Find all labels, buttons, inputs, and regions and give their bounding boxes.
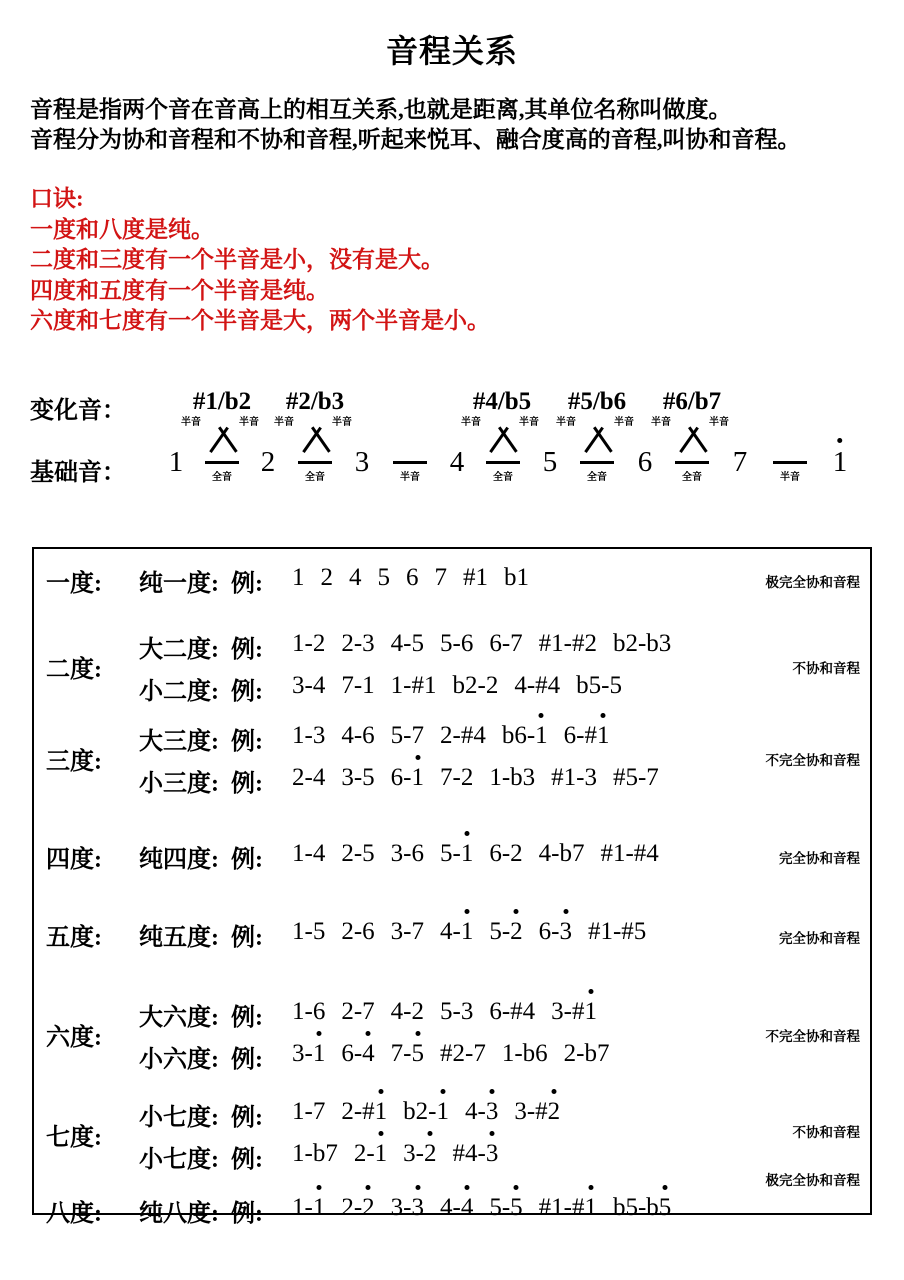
- interval-example: 3-3: [391, 1194, 424, 1222]
- consonance-label: 不协和音程: [792, 1125, 860, 1140]
- degree-label: 一度:: [46, 571, 102, 597]
- scale-diagram: [0, 376, 904, 506]
- interval-example: 6-#4: [489, 998, 536, 1025]
- interval-example: 4-b7: [538, 840, 585, 867]
- degree-label: 三度:: [46, 749, 102, 775]
- accidental-note: #4/b5: [472, 388, 532, 415]
- interval-example: 4-5: [390, 630, 424, 657]
- step-dash: [393, 461, 427, 464]
- degree-label: 五度:: [46, 925, 102, 951]
- high-octave-note: 1: [597, 722, 610, 750]
- octave-dot-icon: [415, 1185, 420, 1190]
- scale-note: [833, 448, 848, 477]
- example-prefix: 例:: [231, 1005, 263, 1031]
- interval-example: 4: [349, 564, 362, 591]
- interval-quality-label: [139, 839, 263, 874]
- interval-quality-label: [139, 997, 263, 1032]
- mnemonic-line: 二度和三度有一个半音是小，没有是大。: [30, 247, 444, 272]
- vee-stroke-right: [688, 427, 707, 453]
- interval-example: 1-1: [292, 1194, 325, 1222]
- quality-text: 纯八度:: [139, 1201, 219, 1227]
- interval-example-list: [292, 918, 662, 946]
- high-octave-note: 4: [362, 1040, 375, 1068]
- example-prefix: 例:: [231, 1105, 263, 1131]
- high-octave-note: 2: [548, 1098, 561, 1126]
- intro-line: 音程分为协和音程和不协和音程,听起来悦耳、融合度高的音程,叫协和音程。: [30, 127, 801, 152]
- octave-dot-icon: [551, 1089, 556, 1094]
- interval-example: 1-b7: [292, 1140, 338, 1167]
- accidental-row-label: 变化音：: [30, 398, 126, 424]
- degree-label: 六度:: [46, 1025, 102, 1051]
- interval-example: b5-b5: [613, 1194, 671, 1222]
- interval-example-list: [292, 998, 613, 1026]
- high-octave-note: 3: [486, 1140, 499, 1168]
- interval-example: 2-2: [341, 1194, 374, 1222]
- high-octave-note: 5: [510, 1194, 523, 1222]
- accidental-note: #6/b7: [662, 388, 722, 415]
- scale-note: [355, 448, 370, 477]
- octave-dot-icon: [465, 909, 470, 914]
- interval-example: 2-6: [341, 918, 375, 945]
- interval-example: b2-2: [452, 672, 499, 699]
- interval-example: #1-#1: [539, 1194, 597, 1222]
- interval-example: 2-#4: [439, 722, 486, 749]
- semitone-tag: 半音: [556, 417, 576, 428]
- interval-example: 5-6: [439, 630, 474, 657]
- degree-label: 二度:: [46, 657, 102, 683]
- interval-example-list: [292, 722, 625, 750]
- semitone-tag: 半音: [651, 417, 671, 428]
- interval-example: b2-1: [403, 1098, 449, 1126]
- mnemonic-line: 六度和七度有一个半音是大，两个半音是小。: [30, 308, 490, 333]
- high-octave-note: 1: [535, 722, 548, 750]
- step-label: 全音: [212, 472, 232, 483]
- interval-example: 2-1: [354, 1140, 387, 1168]
- vee-stroke-right: [218, 427, 237, 453]
- interval-example: #1-#5: [587, 918, 647, 945]
- interval-example-list: [292, 672, 638, 700]
- interval-example: 7-2: [439, 764, 474, 791]
- octave-dot-icon: [539, 713, 544, 718]
- interval-example: b6-1: [502, 722, 548, 750]
- example-prefix: 例:: [231, 925, 263, 951]
- interval-example-list: [292, 840, 675, 868]
- interval-quality-label: [139, 1139, 263, 1174]
- scale-note: [638, 448, 653, 477]
- high-octave-note: 2: [362, 1194, 375, 1222]
- octave-dot-icon: [514, 909, 519, 914]
- scale-note-value: 1: [168, 446, 184, 478]
- quality-text: 纯五度:: [139, 925, 219, 951]
- interval-example: 1-5: [292, 918, 326, 945]
- interval-example: b2-b3: [612, 630, 672, 657]
- consonance-label: 极完全协和音程: [765, 575, 860, 590]
- interval-quality-label: [139, 721, 263, 756]
- interval-example: 3-2: [403, 1140, 436, 1168]
- step-dash: [298, 461, 332, 464]
- interval-quality-label: [139, 563, 263, 598]
- octave-dot-icon: [601, 713, 606, 718]
- interval-example: 7: [434, 564, 447, 591]
- accidental-note: #5/b6: [567, 388, 627, 415]
- interval-example: 3-7: [390, 918, 424, 945]
- octave-dot-icon: [415, 755, 420, 760]
- example-prefix: 例:: [231, 1147, 263, 1173]
- octave-dot-icon: [465, 831, 470, 836]
- interval-example: 4-1: [440, 918, 473, 946]
- step-dash: [773, 461, 807, 464]
- interval-example: 2-#1: [341, 1098, 387, 1126]
- consonance-label: 不完全协和音程: [765, 1029, 860, 1044]
- octave-dot-icon: [378, 1131, 383, 1136]
- interval-example: b1: [504, 564, 529, 591]
- interval-example: 1-4: [292, 840, 326, 867]
- interval-quality-label: [139, 629, 263, 664]
- octave-dot-icon: [588, 1185, 593, 1190]
- interval-example-list: [292, 1098, 576, 1126]
- interval-example: 6: [406, 564, 419, 591]
- octave-dot-icon: [440, 1089, 445, 1094]
- interval-example: 6-7: [489, 630, 523, 657]
- example-prefix: 例:: [231, 1047, 263, 1073]
- quality-text: 纯一度:: [139, 571, 219, 597]
- vee-stroke-right: [498, 427, 517, 453]
- interval-example: 4-6: [341, 722, 375, 749]
- interval-example: #1: [463, 564, 488, 591]
- quality-text: 大六度:: [139, 1005, 219, 1031]
- interval-example: 3-#1: [551, 998, 597, 1026]
- scale-note-value: 4: [449, 446, 465, 478]
- interval-example: #2-7: [439, 1040, 486, 1067]
- high-octave-note: 2: [424, 1140, 437, 1168]
- interval-example: 1-2: [292, 630, 326, 657]
- octave-dot-icon: [838, 438, 843, 443]
- high-octave-note: 2: [510, 918, 523, 946]
- high-octave-note: 1: [375, 1140, 388, 1168]
- octave-dot-icon: [663, 1185, 668, 1190]
- step-label: 半音: [780, 472, 800, 483]
- mnemonic-heading: 口诀:: [30, 186, 84, 211]
- interval-example: #5-7: [612, 764, 659, 791]
- interval-example-list: [292, 564, 545, 592]
- consonance-label: 完全协和音程: [779, 851, 860, 866]
- octave-dot-icon: [317, 1031, 322, 1036]
- interval-example: 1-b6: [501, 1040, 548, 1067]
- interval-example: 5-3: [439, 998, 474, 1025]
- semitone-tag: 半音: [461, 417, 481, 428]
- interval-example: 2-5: [341, 840, 375, 867]
- quality-text: 小二度:: [139, 679, 219, 705]
- scale-note-value: 7: [732, 446, 748, 478]
- interval-example: 2-b7: [563, 1040, 610, 1067]
- octave-dot-icon: [366, 1185, 371, 1190]
- interval-example: 7-1: [341, 672, 375, 699]
- high-octave-note: 1: [584, 998, 597, 1026]
- example-prefix: 例:: [231, 637, 263, 663]
- high-octave-note: 1: [375, 1098, 388, 1126]
- quality-text: 纯四度:: [139, 847, 219, 873]
- interval-example: 6-3: [539, 918, 572, 946]
- octave-dot-icon: [490, 1089, 495, 1094]
- interval-quality-label: [139, 1039, 263, 1074]
- step-dash: [580, 461, 614, 464]
- interval-example-list: [292, 1140, 514, 1168]
- interval-example: 3-4: [292, 672, 326, 699]
- step-label: 全音: [682, 472, 702, 483]
- interval-example: 3-6: [390, 840, 424, 867]
- high-octave-note: 5: [659, 1194, 672, 1222]
- high-octave-note: 1: [584, 1194, 597, 1222]
- scale-note-value: 1: [833, 446, 848, 478]
- example-prefix: 例:: [231, 679, 263, 705]
- semitone-tag: 半音: [181, 417, 201, 428]
- interval-example: 5-2: [489, 918, 522, 946]
- interval-quality-label: [139, 917, 263, 952]
- interval-example: 1-3: [292, 722, 326, 749]
- scale-note-value: 3: [354, 446, 370, 478]
- semitone-tag: 半音: [709, 417, 729, 428]
- interval-example: 6-4: [341, 1040, 374, 1068]
- quality-text: 小七度:: [139, 1105, 219, 1131]
- step-label: 全音: [305, 472, 325, 483]
- quality-text: 小七度:: [139, 1147, 219, 1173]
- octave-dot-icon: [366, 1031, 371, 1036]
- high-octave-note: 1: [313, 1194, 326, 1222]
- scale-note: [261, 448, 276, 477]
- interval-example: 5: [377, 564, 390, 591]
- accidental-note: #2/b3: [285, 388, 345, 415]
- degree-label: 八度:: [46, 1201, 102, 1227]
- scale-note: [543, 448, 558, 477]
- interval-example: #1-#2: [538, 630, 597, 657]
- semitone-tag: 半音: [332, 417, 352, 428]
- intro-line: 音程是指两个音在音高上的相互关系,也就是距离,其单位名称叫做度。: [30, 97, 732, 122]
- mnemonic-line: 一度和八度是纯。: [30, 216, 214, 242]
- interval-example-list: [292, 630, 687, 658]
- scale-note-value: 5: [542, 446, 558, 478]
- interval-example: 4-3: [465, 1098, 498, 1126]
- interval-example: 7-5: [391, 1040, 424, 1068]
- interval-example: 4-2: [390, 998, 424, 1025]
- vee-stroke-right: [311, 427, 330, 453]
- consonance-label: 不完全协和音程: [765, 753, 860, 768]
- interval-example: #1-3: [551, 764, 597, 791]
- consonance-label: 不协和音程: [792, 661, 860, 676]
- high-octave-note: 3: [559, 918, 572, 946]
- interval-example: #4-3: [452, 1140, 498, 1168]
- step-label: 全音: [493, 472, 513, 483]
- scale-note: [169, 448, 184, 477]
- mnemonic-line: 四度和五度有一个半音是纯。: [30, 277, 329, 303]
- example-prefix: 例:: [231, 729, 263, 755]
- basic-row-label: 基础音：: [30, 460, 126, 486]
- interval-example: 5-1: [440, 840, 473, 868]
- interval-table: [32, 547, 872, 1227]
- interval-example: #1-#4: [600, 840, 659, 867]
- high-octave-note: 5: [411, 1040, 424, 1068]
- interval-quality-label: [139, 671, 263, 706]
- interval-example: 1-6: [292, 998, 326, 1025]
- interval-quality-label: [139, 763, 263, 798]
- quality-text: 大二度:: [139, 637, 219, 663]
- interval-example: 5-7: [390, 722, 424, 749]
- interval-quality-label: [139, 1193, 263, 1228]
- octave-dot-icon: [428, 1131, 433, 1136]
- interval-example: 1-#1: [390, 672, 437, 699]
- interval-example: 4-4: [440, 1194, 473, 1222]
- step-label: 全音: [587, 472, 607, 483]
- example-prefix: 例:: [231, 847, 263, 873]
- octave-dot-icon: [490, 1131, 495, 1136]
- interval-example: 3-1: [292, 1040, 325, 1068]
- step-dash: [675, 461, 709, 464]
- high-octave-note: 1: [461, 840, 474, 868]
- semitone-tag: 半音: [519, 417, 539, 428]
- interval-example: 5-5: [489, 1194, 522, 1222]
- interval-example: 3-5: [341, 764, 375, 791]
- high-octave-note: 3: [486, 1098, 499, 1126]
- intro-paragraph: [30, 95, 890, 155]
- interval-example: 6-2: [489, 840, 523, 867]
- interval-example: 1: [292, 564, 305, 591]
- octave-dot-icon: [378, 1089, 383, 1094]
- octave-dot-icon: [588, 989, 593, 994]
- example-prefix: 例:: [231, 771, 263, 797]
- scale-note-value: 2: [260, 446, 276, 478]
- semitone-tag: 半音: [614, 417, 634, 428]
- consonance-label: 完全协和音程: [779, 931, 860, 946]
- interval-example: 1-7: [292, 1098, 326, 1125]
- step-dash: [486, 461, 520, 464]
- scale-note-value: 6: [637, 446, 653, 478]
- consonance-label: 极完全协和音程: [765, 1173, 860, 1188]
- high-octave-note: 1: [461, 918, 474, 946]
- quality-text: 小三度:: [139, 771, 219, 797]
- interval-example: 1-b3: [489, 764, 536, 791]
- mnemonic-block: [30, 184, 730, 337]
- scale-note: [733, 448, 748, 477]
- vee-stroke-right: [593, 427, 612, 453]
- interval-example: 3-#2: [514, 1098, 560, 1126]
- quality-text: 大三度:: [139, 729, 219, 755]
- interval-example-list: [292, 1194, 687, 1222]
- semitone-tag: 半音: [274, 417, 294, 428]
- quality-text: 小六度:: [139, 1047, 219, 1073]
- interval-example-list: [292, 1040, 625, 1068]
- octave-dot-icon: [465, 1185, 470, 1190]
- degree-label: 四度:: [46, 847, 102, 873]
- semitone-tag: 半音: [239, 417, 259, 428]
- interval-example: 2-3: [341, 630, 375, 657]
- interval-example: 6-1: [391, 764, 424, 792]
- interval-example: 2: [320, 564, 333, 591]
- octave-dot-icon: [514, 1185, 519, 1190]
- step-label: 半音: [400, 472, 420, 483]
- interval-example: 4-#4: [514, 672, 561, 699]
- degree-label: 七度:: [46, 1125, 102, 1151]
- high-octave-note: 3: [411, 1194, 424, 1222]
- scale-note: [450, 448, 465, 477]
- high-octave-note: 4: [461, 1194, 474, 1222]
- interval-example-list: [292, 764, 675, 792]
- interval-quality-label: [139, 1097, 263, 1132]
- interval-example: b5-5: [576, 672, 622, 699]
- octave-dot-icon: [415, 1031, 420, 1036]
- step-dash: [205, 461, 239, 464]
- high-octave-note: 1: [436, 1098, 449, 1126]
- accidental-note: #1/b2: [192, 388, 252, 415]
- interval-example: 2-7: [341, 998, 375, 1025]
- interval-example: 6-#1: [564, 722, 610, 750]
- example-prefix: 例:: [231, 1201, 263, 1227]
- example-prefix: 例:: [231, 571, 263, 597]
- high-octave-note: 1: [411, 764, 424, 792]
- octave-dot-icon: [317, 1185, 322, 1190]
- octave-dot-icon: [563, 909, 568, 914]
- page-title: 音程关系: [385, 33, 518, 69]
- interval-example: 2-4: [292, 764, 326, 791]
- high-octave-note: 1: [313, 1040, 326, 1068]
